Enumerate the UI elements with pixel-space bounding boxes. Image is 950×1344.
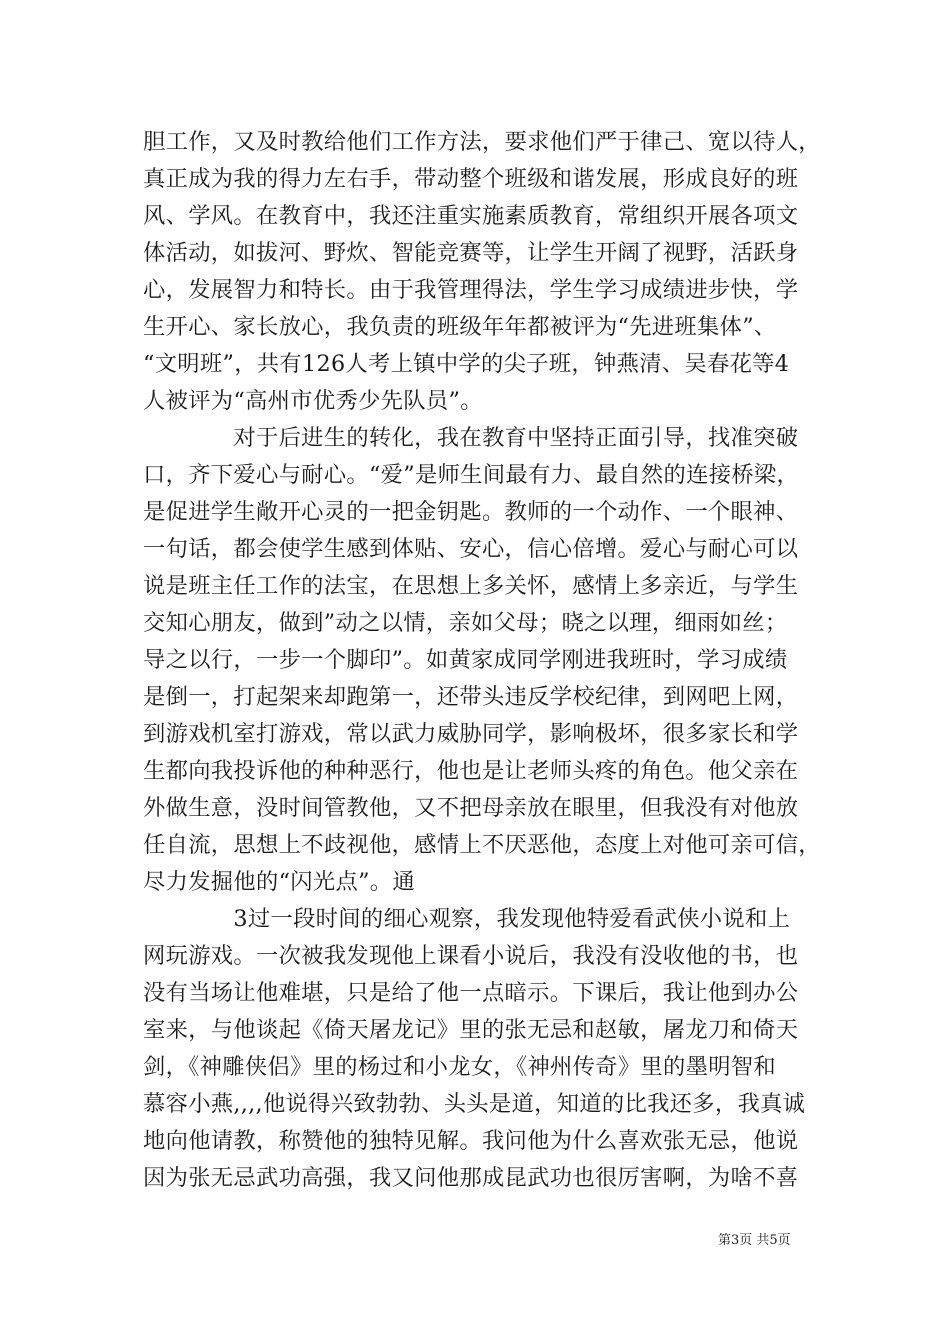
text-line: 是促进学生敞开心灵的一把金钥匙。教师的一个动作、一个眼神、 [143,499,799,525]
text-line: 3过一段时间的细心观察，我发现他特爱看武侠小说和上 [143,906,791,932]
text-line: 真正成为我的得力左右手，带动整个班级和谐发展，形成良好的班 [143,166,799,192]
text-line: 交知心朋友，做到”动之以情，亲如父母；晓之以理，细雨如丝； [143,610,788,636]
text-line: 没有当场让他难堪，只是给了他一点暗示。下课后，我让他到办公 [143,980,799,1006]
text-line: 网玩游戏。一次被我发现他上课看小说后，我没有没收他的书，也 [143,943,799,969]
text-line: 风、学风。在教育中，我还注重实施素质教育，常组织开展各项文 [143,203,799,229]
text-line: 任自流，思想上不歧视他，感情上不厌恶他，态度上对他可亲可信， [143,832,821,858]
text-line: 是倒一，打起架来却跑第一，还带头违反学校纪律，到网吧上网， [143,684,799,710]
text-line: 人被评为“高州市优秀少先队员”。 [143,388,483,414]
text-line: 说是班主任工作的法宝，在思想上多关怀，感情上多亲近，与学生 [143,573,799,599]
text-line: 尽力发掘他的“闪光点”。通 [143,869,415,895]
text-line: 地向他请教，称赞他的独特见解。我问他为什么喜欢张无忌，他说 [143,1128,799,1154]
text-line: 生开心、家长放心，我负责的班级年年都被评为“先进班集体”、 [143,314,777,340]
text-line: 导之以行，一步一个脚印”。如黄家成同学刚进我班时，学习成绩 [143,647,788,673]
text-line: 剑，《神雕侠侣》里的杨过和小龙女，《神州传奇》里的墨明智和 [143,1054,777,1080]
text-line: 因为张无忌武功高强，我又问他那成昆武功也很厉害啊，为啥不喜 [143,1165,799,1191]
text-line: 对于后进生的转化，我在教育中坚持正面引导，找准突破 [143,425,799,451]
text-line: 口，齐下爱心与耐心。“爱”是师生间最有力、最自然的连接桥梁， [143,462,800,488]
text-line: 心，发展智力和特长。由于我管理得法，学生学习成绩进步快，学 [143,277,799,303]
text-line: 生都向我投诉他的种种恶行，他也是让老师头疼的角色。他父亲在 [143,758,799,784]
text-line: 体活动，如拔河、野炊、智能竞赛等，让学生开阔了视野，活跃身 [143,240,799,266]
text-line: 一句话，都会使学生感到体贴、安心，信心倍增。爱心与耐心可以 [143,536,799,562]
page-number-footer: 第3页 共5页 [718,1233,791,1248]
text-line: “文明班”，共有126人考上镇中学的尖子班，钟燕清、吴春花等4 [143,351,790,377]
text-line: 慕容小燕,,,,他说得兴致勃勃、头头是道，知道的比我还多，我真诚 [143,1091,806,1117]
text-line: 到游戏机室打游戏，常以武力威胁同学，影响极坏，很多家长和学 [143,721,799,747]
text-line: 外做生意，没时间管教他，又不把母亲放在眼里，但我没有对他放 [143,795,799,821]
text-line: 室来，与他谈起《倚天屠龙记》里的张无忌和赵敏，屠龙刀和倚天 [143,1017,799,1043]
text-line: 胆工作，又及时教给他们工作方法，要求他们严于律己、宽以待人， [143,129,821,155]
